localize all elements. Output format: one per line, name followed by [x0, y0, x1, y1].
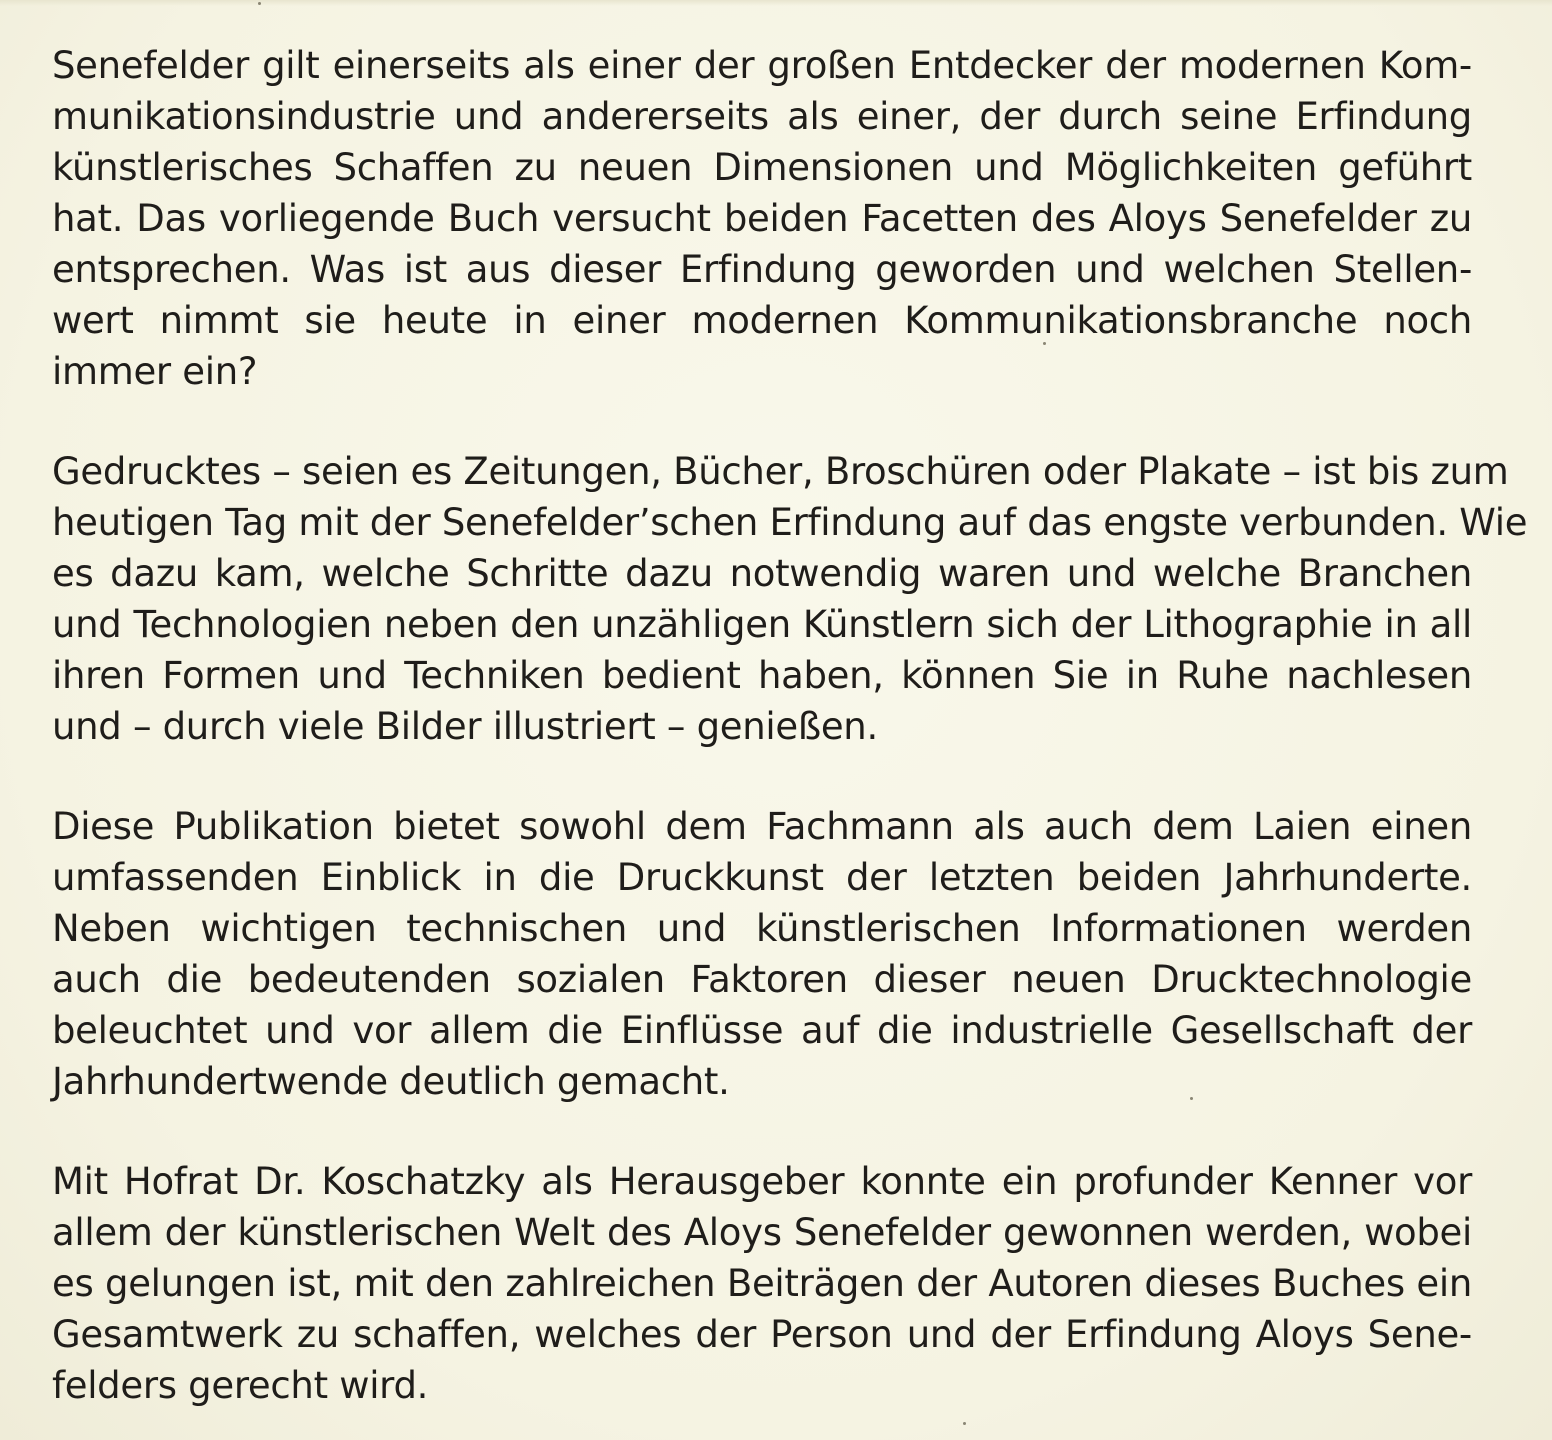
body-text: [52, 40, 1528, 1411]
text-line: es dazu kam, welche Schritte dazu notwendig waren und welche Branchen: [52, 552, 1472, 595]
paragraph-3: [52, 801, 1472, 1107]
text-line: es gelungen ist, mit den zahlreichen Beiträgen der Autoren dieses Buches ein: [52, 1262, 1472, 1305]
text-line: munikationsindustrie und andererseits als einer, der durch seine Erfindung: [52, 95, 1472, 138]
text-line: Gedrucktes – seien es Zeitungen, Bücher, Broschüren oder Plakate – ist bis zum: [52, 450, 1509, 493]
text-line: und Technologien neben den unzähligen Künstlern sich der Lithographie in all: [52, 603, 1472, 646]
text-line: immer ein?: [52, 350, 258, 393]
text-line: Gesamtwerk zu schaffen, welches der Person und der Erfindung Aloys Sene-: [52, 1313, 1472, 1356]
paragraph-4: [52, 1156, 1472, 1411]
paper-speck: [963, 1422, 966, 1425]
text-line: Neben wichtigen technischen und künstlerischen Informationen werden: [52, 907, 1472, 950]
text-line: heutigen Tag mit der Senefelder’schen Erfindung auf das engste verbunden. Wie: [52, 501, 1528, 544]
text-line: wert nimmt sie heute in einer modernen Kommunikationsbranche noch: [52, 299, 1472, 342]
text-line: beleuchtet und vor allem die Einflüsse auf die industrielle Gesellschaft der: [52, 1009, 1472, 1052]
text-line: künstlerisches Schaffen zu neuen Dimensionen und Möglichkeiten geführt: [52, 146, 1472, 189]
text-line: Jahrhundertwende deutlich gemacht.: [52, 1060, 730, 1103]
text-line: und – durch viele Bilder illustriert – genießen.: [52, 705, 878, 748]
text-line: felders gerecht wird.: [52, 1364, 429, 1407]
text-line: Senefelder gilt einerseits als einer der großen Entdecker der modernen Kom-: [52, 44, 1472, 87]
text-line: umfassenden Einblick in die Druckkunst der letzten beiden Jahrhunderte.: [52, 856, 1472, 899]
paragraph-1: [52, 40, 1472, 397]
paragraph-2: [52, 446, 1528, 752]
paper-speck: [258, 2, 261, 5]
text-line: Mit Hofrat Dr. Koschatzky als Herausgeber konnte ein profunder Kenner vor: [52, 1160, 1472, 1203]
text-line: Diese Publikation bietet sowohl dem Fachmann als auch dem Laien einen: [52, 805, 1472, 848]
text-line: allem der künstlerischen Welt des Aloys Senefelder gewonnen werden, wobei: [52, 1211, 1472, 1254]
scan-edge: [0, 0, 1552, 6]
text-line: ihren Formen und Techniken bedient haben, können Sie in Ruhe nachlesen: [52, 654, 1472, 697]
text-line: auch die bedeutenden sozialen Faktoren dieser neuen Drucktechnologie: [52, 958, 1472, 1001]
text-line: hat. Das vorliegende Buch versucht beiden Facetten des Aloys Senefelder zu: [52, 197, 1472, 240]
text-line: entsprechen. Was ist aus dieser Erfindung geworden und welchen Stellen-: [52, 248, 1472, 291]
